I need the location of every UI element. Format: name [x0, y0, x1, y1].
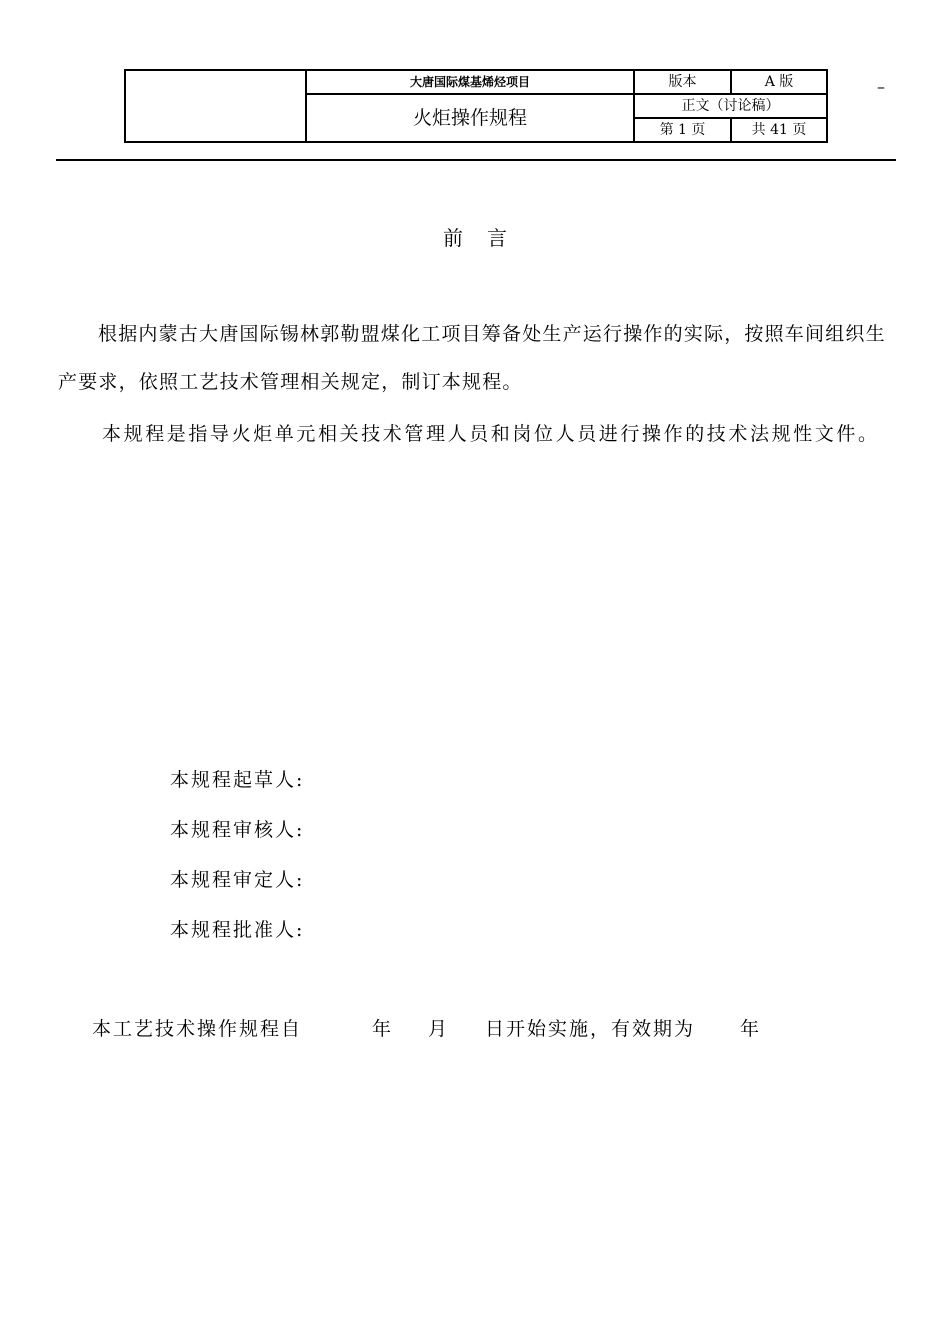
page-heading: 前言 [443, 226, 531, 250]
signature-reviewer: 本规程审核人: [170, 819, 305, 841]
signature-approver: 本规程批准人: [170, 919, 305, 941]
header-divider [56, 159, 896, 161]
signature-drafter: 本规程起草人: [170, 769, 305, 791]
implementation-year: 年 [372, 1018, 394, 1040]
implementation-day-start: 日开始实施，有效期为 [485, 1018, 696, 1040]
page-current: 第 1 页 [634, 118, 731, 142]
version-label: 版本 [634, 70, 731, 94]
header-table [124, 69, 828, 143]
document-type: 正文（讨论稿） [634, 94, 827, 118]
implementation-month: 月 [428, 1018, 450, 1040]
margin-dash-mark: – [877, 77, 885, 96]
project-name: 大唐国际煤基烯烃项目 [306, 70, 634, 94]
page-total: 共 41 页 [731, 118, 827, 142]
implementation-prefix: 本工艺技术操作规程自 [92, 1018, 303, 1040]
paragraph-purpose: 根据内蒙古大唐国际锡林郭勒盟煤化工项目筹备处生产运行操作的实际，按照车间组织生产要求，依照工艺技术管理相关规定，制订本规程。 [58, 323, 886, 393]
version-value: A 版 [731, 70, 827, 94]
implementation-year-end: 年 [740, 1018, 762, 1040]
signature-verifier: 本规程审定人: [170, 869, 305, 891]
logo-cell [125, 70, 306, 142]
paragraph-scope: 本规程是指导火炬单元相关技术管理人员和岗位人员进行操作的技术法规性文件。 [102, 423, 880, 445]
document-title: 火炬操作规程 [306, 94, 634, 142]
